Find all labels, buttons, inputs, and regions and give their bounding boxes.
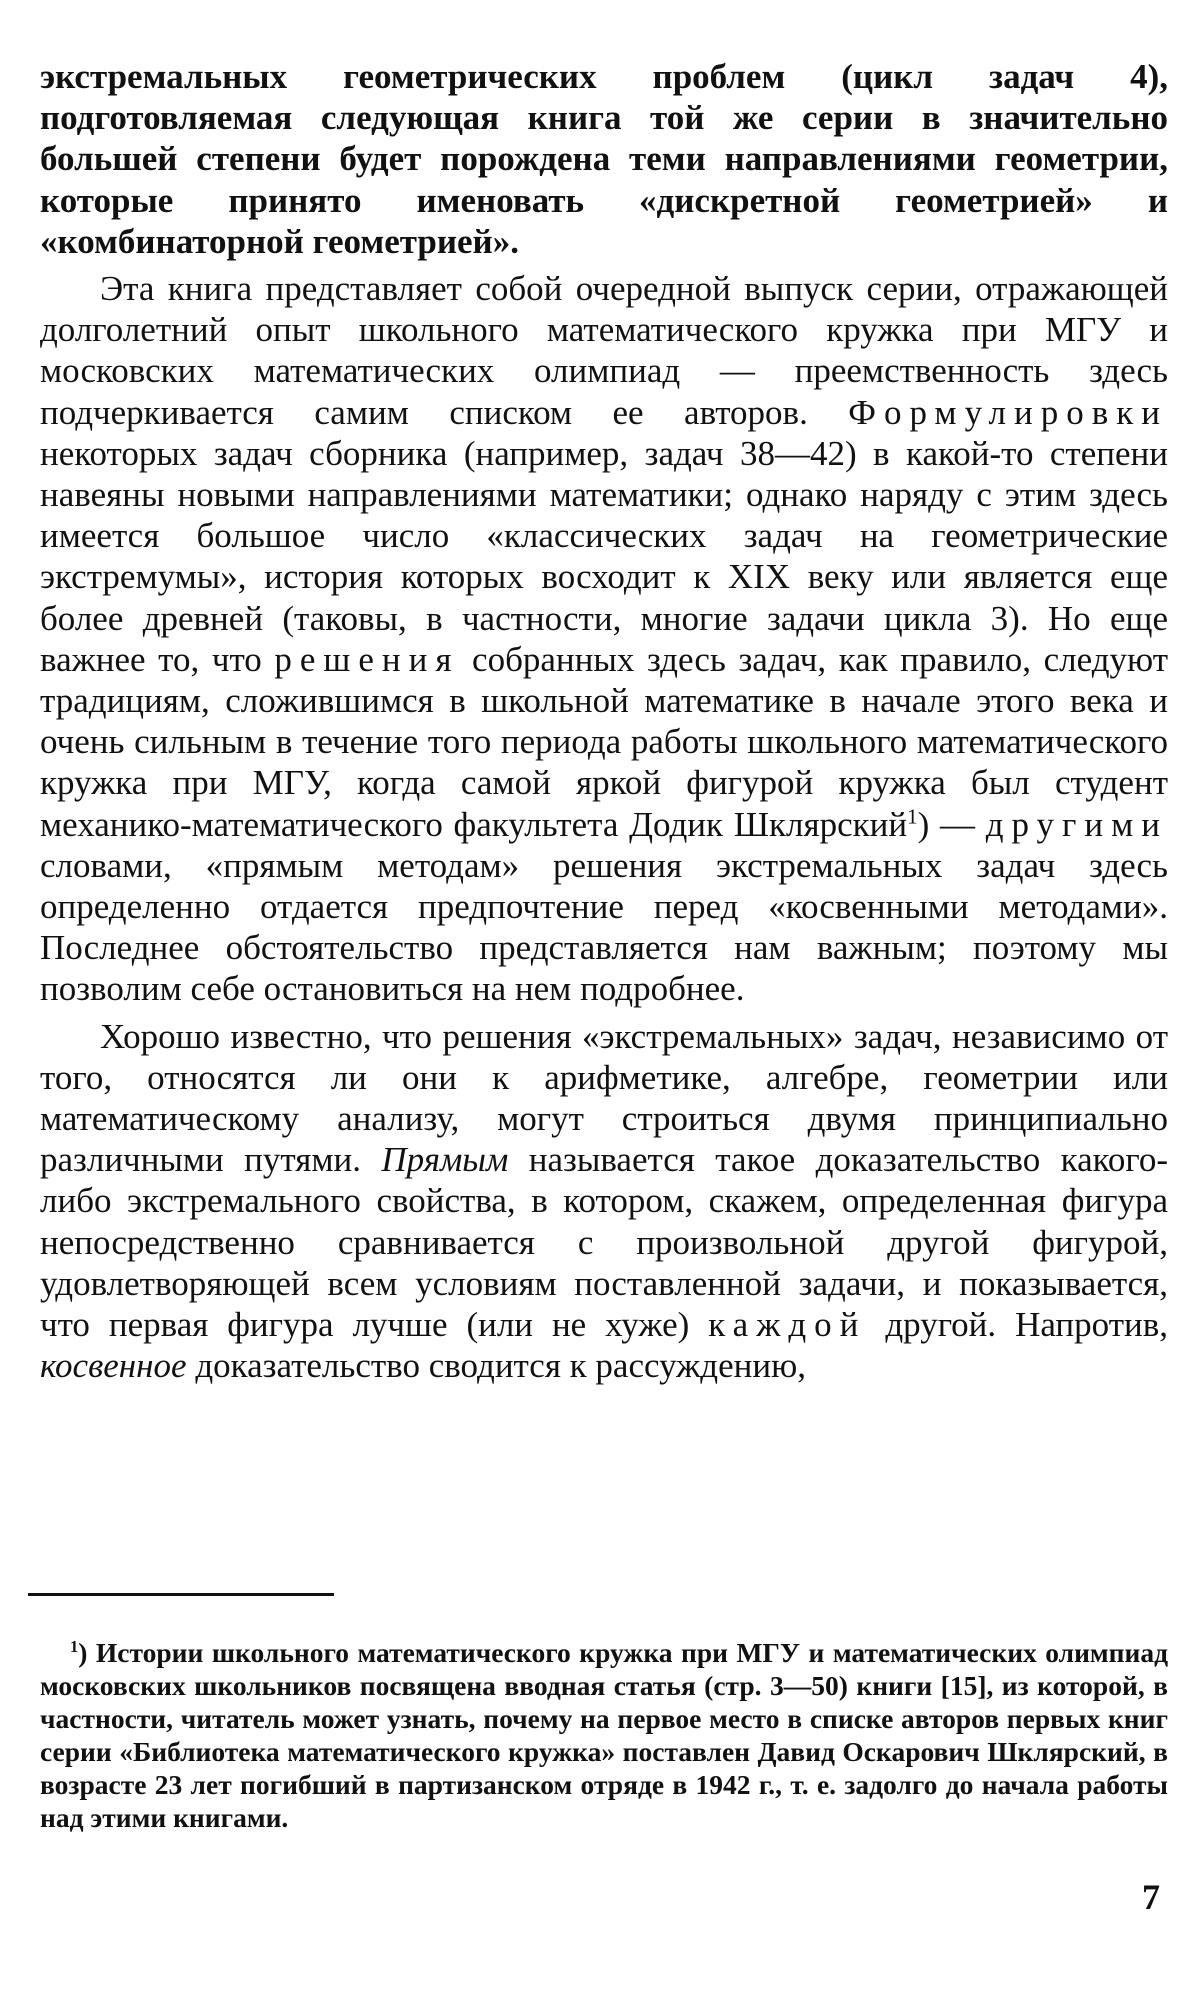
paragraph-3-part-c: называется такое доказательство какого-либо экстремального свойства, в котором, скажем, определенная фигура непосредственно сравнивается с произвольной другой фигурой, удовлетворяющей всем условиям поставленной задачи, и показывается, что первая фигура лучше (или не хуже) [40,1140,1168,1345]
paragraph-3-part-a: Хорошо известно, что решения «экстремальных» задач, независимо от того, относятся ли они к арифметике, алгебре, геометрии или математическому анализу, могут строиться двумя принципиально различными путями. [40,1016,1168,1180]
page-number: 7 [1142,1877,1160,1917]
footnote [40,1636,1168,1834]
paragraph-2-part-e: собранных здесь задач, как правило, следуют традициям, сложившимся в школьной математике в начале этого века и очень сильным в течение того периода работы школьного математического кружка при МГУ, когда самой яркой фигурой кружка был студент механико-математического факультета Додик Шклярский [40,639,1168,844]
footnote-reference: 1 [907,804,918,828]
paragraph-2-part-f: ) — [917,804,986,844]
spaced-word-kazhdoy: каждой [708,1305,867,1345]
paragraph-3-part-e: другой. Напротив, [866,1305,1168,1345]
spaced-word-resheniya: решения [274,639,460,679]
paragraph-lead-text: экстремальных геометрических проблем (цикл задач 4), подготовляемая следующая книга той же серии в значительно большей степени будет порождена теми направлениями геометрии, которые принято именовать «дискретной геометрией» и «комбинаторной геометрией». [40,57,1168,261]
spaced-word-drugimi: другими [985,804,1168,844]
paragraph-2-part-c: некоторых задач сборника (например, задач 38—42) в какой-то степени навеяны новыми направлениями математики; однако наряду с этим здесь имеется большое число «классических задач на геометрические экстремумы», история которых восходит к XIX веку или является еще более древней (таковы, в частности, многие задачи цикла 3). Но еще важнее то, что [40,433,1168,679]
paragraph-2-part-h: словами, «прямым методам» решения экстремальных задач здесь определенно отдается предпочтение перед «косвенными методами». Последнее обстоятельство представляется нам важным; поэтому мы позволим себе остановиться на нем подробнее. [40,845,1168,1009]
footnote-divider [28,1593,334,1596]
paragraph-2-part-a: Эта книга представляет собой очередной выпуск серии, отражающей долголетний опыт школьного математического кружка при МГУ и московских математических олимпиад — преемственность здесь подчеркивается самим списком ее авторов. [40,269,1168,432]
footnote-text: ) Истории школьного математического кружка при МГУ и математических олимпиад московских школьников посвящена вводная статья (стр. 3—50) книги [15], из которой, в частности, читатель может узнать, почему на первое место в списке авторов первых книг серии «Библиотека математического кружка» поставлен Давид Оскарович Шклярский, в возрасте 23 лет погибший в партизанском отряде в 1942 г., т. е. задолго до начала работы над этими книгами. [40,1636,1168,1833]
paragraph-2 [40,268,1168,1010]
paragraph-lead [40,56,1168,262]
italic-word-pryamym: Прямым [381,1140,509,1180]
main-text [40,56,1168,1387]
paragraph-3-part-g: доказательство сводится к рассуждению, [186,1346,806,1386]
paragraph-3 [40,1016,1168,1387]
italic-word-kosvennoe: косвенное [40,1346,187,1386]
footnote-marker: 1 [70,1636,79,1656]
spaced-word-formulirovki: Формулировки [848,392,1168,432]
